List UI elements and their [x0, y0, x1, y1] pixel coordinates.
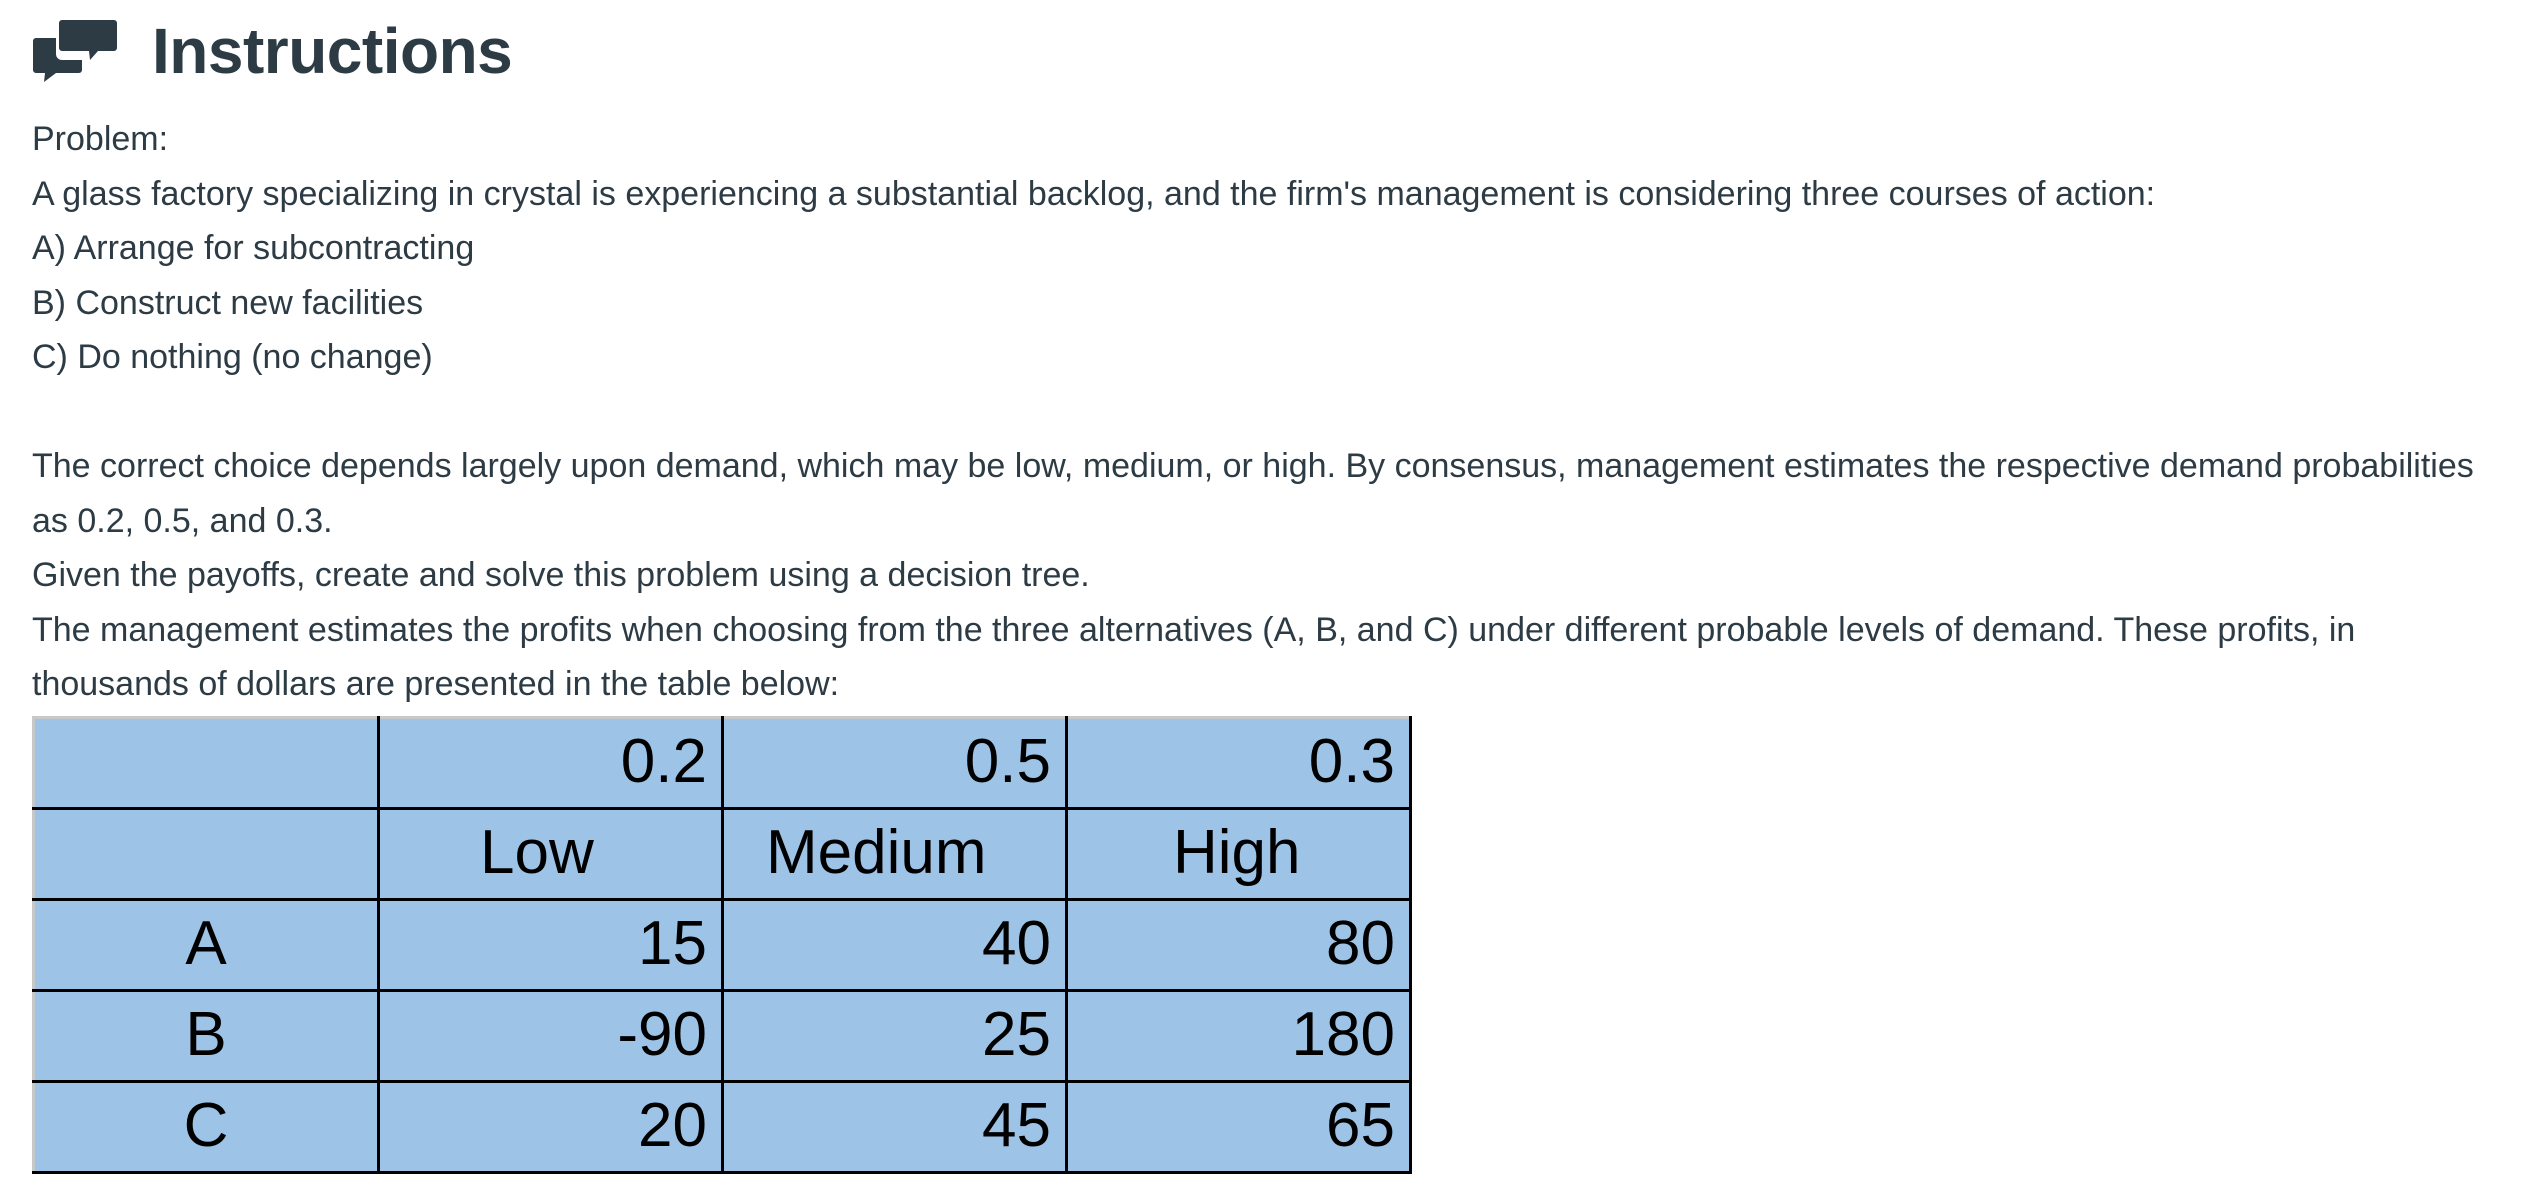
- payoff-cell: -90: [379, 990, 723, 1081]
- demand-paragraph: The correct choice depends largely upon demand, which may be low, medium, or high. By consensus, management estimates the respective demand probabilities as 0.2, 0.5, and 0.3.: [32, 447, 2474, 540]
- profits-paragraph: The management estimates the profits when choosing from the three alternatives (A, B, and C) under different probable levels of demand. These profits, in thousands of dollars are presented in the table below:: [32, 610, 2356, 703]
- probability-cell: 0.3: [1067, 717, 1411, 808]
- payoff-cell: 20: [379, 1081, 723, 1172]
- alternative-cell: A: [34, 899, 379, 990]
- discussion-icon: [32, 18, 118, 84]
- alternative-cell: C: [34, 1081, 379, 1172]
- probability-cell: 0.2: [379, 717, 723, 808]
- problem-label: Problem:: [32, 120, 169, 158]
- page-header: [32, 10, 2526, 92]
- demand-level-cell: High: [1067, 808, 1411, 899]
- payoffs-paragraph: Given the payoffs, create and solve this problem using a decision tree.: [32, 556, 1090, 594]
- payoff-cell: 25: [723, 990, 1067, 1081]
- payoff-cell: 15: [379, 899, 723, 990]
- page-title: Instructions: [152, 15, 513, 87]
- payoff-cell: 40: [723, 899, 1067, 990]
- option-b: B) Construct new facilities: [32, 283, 424, 322]
- probability-row: [34, 717, 1411, 808]
- table-corner-cell: [34, 717, 379, 808]
- table-row: [34, 899, 1411, 990]
- demand-level-cell: Low: [379, 808, 723, 899]
- demand-level-row: [34, 808, 1411, 899]
- instructions-body: [32, 112, 2502, 1174]
- option-c: C) Do nothing (no change): [32, 338, 433, 376]
- payoff-cell: 65: [1067, 1081, 1411, 1172]
- table-row: [34, 990, 1411, 1081]
- probability-cell: 0.5: [723, 717, 1067, 808]
- alternative-cell: B: [34, 990, 379, 1081]
- payoff-table: [32, 716, 1412, 1174]
- paragraph-spacer: [32, 385, 2502, 440]
- table-corner-cell: [34, 808, 379, 899]
- demand-level-cell: Medium: [723, 808, 1067, 899]
- payoff-cell: 45: [723, 1081, 1067, 1172]
- table-row: [34, 1081, 1411, 1172]
- problem-intro: A glass factory specializing in crystal is experiencing a substantial backlog, and the firm's management is considering three courses of action:: [32, 174, 2156, 213]
- payoff-cell: 80: [1067, 899, 1411, 990]
- payoff-cell: 180: [1067, 990, 1411, 1081]
- option-a: A) Arrange for subcontracting: [32, 229, 475, 267]
